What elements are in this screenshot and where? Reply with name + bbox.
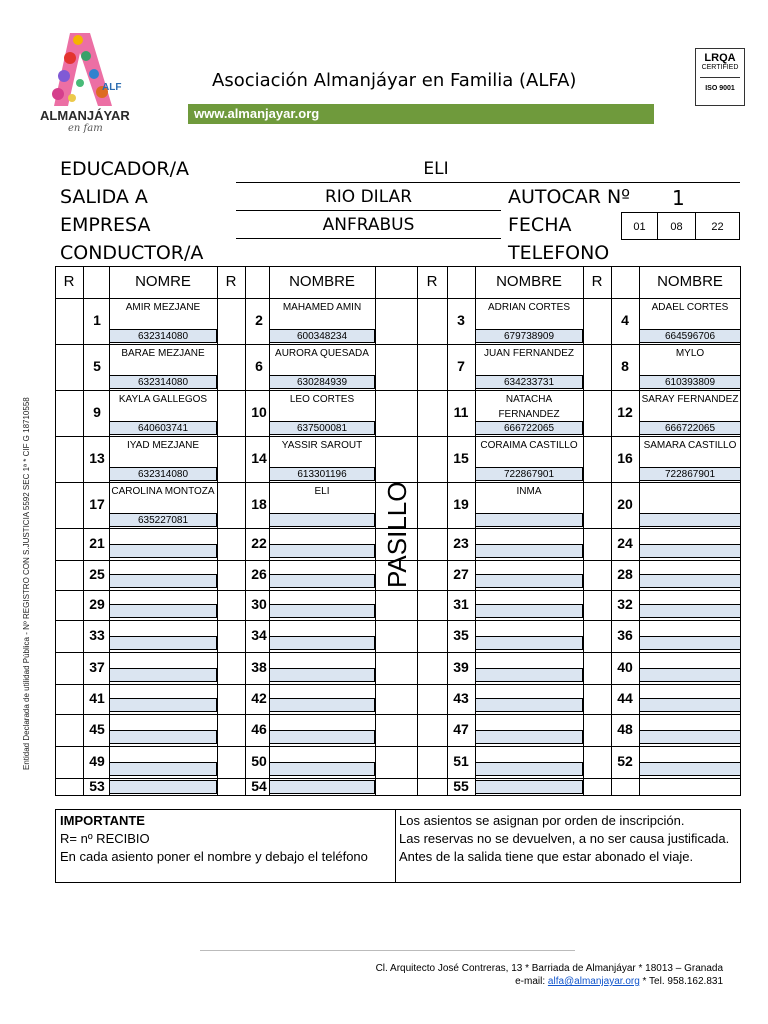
logo-text: ALMANJÁYAR	[40, 108, 130, 123]
seat-phone[interactable]: 666722065	[639, 421, 741, 435]
fecha-label: FECHA	[508, 214, 572, 236]
aisle-label: PASILLO	[382, 481, 412, 588]
grid-row-line	[55, 390, 741, 391]
seat-name[interactable]: ADRIAN CORTES	[487, 302, 571, 313]
notes-right	[399, 812, 735, 866]
seat-phone[interactable]: 635227081	[109, 513, 217, 527]
seat-phone[interactable]	[639, 762, 741, 776]
svg-text:ALF: ALF	[102, 82, 122, 93]
seat-phone[interactable]: 610393809	[639, 375, 741, 389]
notes-title: IMPORTANTE	[60, 813, 145, 828]
fecha-month: 08	[657, 212, 696, 240]
educador-underline	[236, 182, 740, 183]
seat-phone[interactable]	[269, 730, 375, 744]
seat-name[interactable]: SAMARA CASTILLO	[643, 440, 737, 451]
seat-phone[interactable]	[639, 604, 741, 618]
seat-name[interactable]: YASSIR SAROUT	[281, 440, 363, 451]
header-name-3: NOMBRE	[496, 273, 562, 290]
footer	[300, 962, 723, 988]
seat-number: 27	[453, 566, 469, 582]
header-name-4: NOMBRE	[657, 273, 723, 290]
seat-phone[interactable]: 613301196	[269, 467, 375, 481]
seat-number: 52	[617, 753, 633, 769]
seat-phone[interactable]: 666722065	[475, 421, 583, 435]
grid-row-line	[55, 714, 741, 715]
header-name-1: NOMRE	[135, 273, 191, 290]
notes-right-line: Los asientos se asignan por orden de inscripción.	[399, 813, 685, 828]
grid-col-line	[417, 266, 418, 796]
lrqa-certification-badge	[695, 48, 745, 106]
seat-number: 54	[251, 778, 267, 794]
seat-number: 1	[93, 312, 101, 328]
seat-phone[interactable]: 632314080	[109, 467, 217, 481]
cert-line-2: CERTIFIED	[701, 64, 739, 71]
seat-phone[interactable]	[269, 668, 375, 682]
seat-name[interactable]: JUAN FERNANDEZ	[483, 348, 574, 359]
notes-divider	[395, 810, 396, 882]
seat-number: 9	[93, 404, 101, 420]
grid-col-line	[447, 266, 448, 796]
footer-tel: * Tel. 958.162.831	[639, 976, 723, 987]
grid-col-line	[269, 266, 270, 796]
seat-phone[interactable]: 630284939	[269, 375, 375, 389]
seat-phone[interactable]: 632314080	[109, 375, 217, 389]
seat-phone[interactable]: 722867901	[475, 467, 583, 481]
notes-left-line: En cada asiento poner el nombre y debajo el teléfono	[60, 849, 368, 864]
seat-name[interactable]: IYAD MEZJANE	[126, 440, 200, 451]
org-title: Asociación Almanjáyar en Familia (ALFA)	[212, 70, 577, 91]
salida-label: SALIDA A	[60, 186, 148, 208]
seat-number: 40	[617, 659, 633, 675]
seat-phone[interactable]	[269, 574, 375, 588]
seat-phone[interactable]	[269, 780, 375, 794]
seat-number: 21	[89, 535, 105, 551]
seat-name[interactable]: ELI	[314, 486, 330, 497]
seat-name[interactable]: SARAY FERNANDEZ	[641, 394, 739, 405]
educador-value: ELI	[423, 159, 449, 179]
seat-name[interactable]: MAHAMED AMIN	[282, 302, 362, 313]
seat-number: 19	[453, 496, 469, 512]
fecha-year: 22	[695, 212, 740, 240]
seat-number: 35	[453, 627, 469, 643]
seat-phone[interactable]	[475, 698, 583, 712]
seat-number: 17	[89, 496, 105, 512]
seat-number: 33	[89, 627, 105, 643]
salida-value: RIO DILAR	[324, 187, 413, 207]
seat-phone[interactable]: 600348234	[269, 329, 375, 343]
seat-phone[interactable]: 679738909	[475, 329, 583, 343]
seat-phone[interactable]	[639, 544, 741, 558]
grid-col-line	[639, 266, 640, 796]
seat-number: 13	[89, 450, 105, 466]
seat-number: 44	[617, 690, 633, 706]
seat-phone[interactable]	[269, 698, 375, 712]
seat-name[interactable]: BARAE MEZJANE	[121, 348, 205, 359]
seat-number: 55	[453, 778, 469, 794]
seat-phone[interactable]	[639, 513, 741, 527]
empresa-underline	[236, 238, 501, 239]
seat-number: 45	[89, 721, 105, 737]
seat-phone[interactable]	[475, 762, 583, 776]
grid-row-line	[55, 344, 741, 345]
seat-number: 42	[251, 690, 267, 706]
seat-number: 10	[251, 404, 267, 420]
grid-row-line	[55, 590, 741, 591]
seat-number: 41	[89, 690, 105, 706]
seat-name[interactable]: AURORA QUESADA	[275, 348, 369, 359]
seat-phone[interactable]	[269, 604, 375, 618]
seat-number: 11	[453, 404, 469, 420]
seat-name[interactable]: MYLO	[675, 348, 705, 359]
grid-col-line	[109, 266, 110, 796]
seat-number: 32	[617, 596, 633, 612]
seat-phone[interactable]	[475, 730, 583, 744]
empresa-label: EMPRESA	[60, 214, 151, 236]
seat-number: 38	[251, 659, 267, 675]
seat-number: 24	[617, 535, 633, 551]
seat-phone[interactable]	[639, 668, 741, 682]
footer-email-link[interactable]: alfa@almanjayar.org	[547, 976, 640, 987]
seat-name[interactable]: NATACHA FERNANDEZ	[498, 394, 560, 420]
seat-name[interactable]: CORAIMA CASTILLO	[480, 440, 578, 451]
autocar-label: AUTOCAR Nº	[508, 186, 631, 208]
seat-phone[interactable]	[109, 636, 217, 650]
notes-left	[60, 812, 392, 866]
seat-number: 22	[251, 535, 267, 551]
grid-col-line	[475, 266, 476, 796]
seat-number: 34	[251, 627, 267, 643]
seat-phone[interactable]	[109, 762, 217, 776]
seat-number: 29	[89, 596, 105, 612]
grid-row-line	[55, 746, 741, 747]
seat-number: 7	[457, 358, 465, 374]
grid-row-line	[55, 560, 741, 561]
salida-underline	[236, 210, 501, 211]
seat-number: 14	[251, 450, 267, 466]
seat-number: 50	[251, 753, 267, 769]
notes-left-line: R= nº RECIBIO	[60, 831, 150, 846]
footer-divider	[200, 950, 575, 951]
header-name-2: NOMBRE	[289, 273, 355, 290]
grid-row-line	[55, 620, 741, 621]
header-r-1: R	[63, 273, 75, 290]
seat-number: 6	[255, 358, 263, 374]
grid-row-line	[55, 436, 741, 437]
seat-phone[interactable]	[109, 698, 217, 712]
seat-number: 49	[89, 753, 105, 769]
seat-name[interactable]: CAROLINA MONTOZA	[111, 486, 215, 497]
footer-email-prefix: e-mail:	[515, 976, 548, 987]
seat-number: 8	[621, 358, 629, 374]
seat-name[interactable]: ADAEL CORTES	[651, 302, 729, 313]
notes-box	[55, 809, 741, 883]
empresa-value: ANFRABUS	[322, 215, 415, 235]
seat-phone[interactable]	[109, 780, 217, 794]
seat-number: 16	[617, 450, 633, 466]
seat-number: 46	[251, 721, 267, 737]
seat-number: 48	[617, 721, 633, 737]
seat-phone[interactable]: 664596706	[639, 329, 741, 343]
seat-phone[interactable]: 637500081	[269, 421, 375, 435]
seat-phone[interactable]	[475, 780, 583, 794]
seat-name[interactable]: INMA	[516, 486, 542, 497]
header-r-2: R	[225, 273, 237, 290]
fecha-day: 01	[621, 212, 658, 240]
grid-col-line	[83, 266, 84, 796]
seat-phone[interactable]	[639, 730, 741, 744]
side-registration-text: Entidad Declarada de utilidad Pública - Nº REGISTRO CON S.JUSTICIA 5592 SEC 1ª * CIF G 18710558	[22, 397, 31, 770]
seat-phone[interactable]	[269, 762, 375, 776]
cert-line-1: LRQA	[704, 52, 736, 64]
seat-number: 28	[617, 566, 633, 582]
seat-number: 12	[617, 404, 633, 420]
seat-phone[interactable]	[639, 574, 741, 588]
grid-row-line	[55, 778, 741, 779]
notes-right-line: Las reservas no se devuelven, a no ser causa justificada.	[399, 831, 730, 846]
seat-number: 39	[453, 659, 469, 675]
telefono-label: TELEFONO	[508, 242, 610, 264]
grid-row-line	[55, 652, 741, 653]
seat-name[interactable]: KAYLA GALLEGOS	[118, 394, 208, 405]
seat-phone[interactable]	[639, 636, 741, 650]
seat-phone[interactable]: 632314080	[109, 329, 217, 343]
seat-number: 53	[89, 778, 105, 794]
footer-address: Cl. Arquitecto José Contreras, 13 * Barriada de Almanjáyar * 18013 – Granada	[375, 963, 723, 974]
header-r-3: R	[426, 273, 438, 290]
seat-number: 43	[453, 690, 469, 706]
seat-phone[interactable]	[109, 574, 217, 588]
seat-phone[interactable]	[269, 636, 375, 650]
seat-number: 51	[453, 753, 469, 769]
seat-phone[interactable]	[109, 604, 217, 618]
logo-sub: en fam	[68, 123, 103, 134]
seat-number: 15	[453, 450, 469, 466]
grid-col-line	[583, 266, 584, 796]
seat-number: 36	[617, 627, 633, 643]
seat-phone[interactable]	[269, 513, 375, 527]
seat-number: 37	[89, 659, 105, 675]
grid-col-line	[611, 266, 612, 796]
seat-number: 4	[621, 312, 629, 328]
seat-phone[interactable]: 634233731	[475, 375, 583, 389]
seat-number: 30	[251, 596, 267, 612]
grid-row-line	[55, 684, 741, 685]
seat-phone[interactable]	[109, 544, 217, 558]
seat-phone[interactable]	[475, 574, 583, 588]
seat-number: 18	[251, 496, 267, 512]
seat-name[interactable]: AMIR MEZJANE	[125, 302, 201, 313]
grid-row-line	[55, 528, 741, 529]
seat-number: 31	[453, 596, 469, 612]
seat-number: 3	[457, 312, 465, 328]
seat-phone[interactable]	[475, 544, 583, 558]
seat-grid	[55, 266, 741, 796]
seat-phone[interactable]	[109, 730, 217, 744]
cert-line-3: ISO 9001	[700, 77, 740, 94]
grid-col-line	[217, 266, 218, 796]
grid-row-line	[55, 298, 741, 299]
seat-phone[interactable]: 722867901	[639, 467, 741, 481]
grid-col-line	[245, 266, 246, 796]
seat-number: 25	[89, 566, 105, 582]
notes-right-line: Antes de la salida tiene que estar abonado el viaje.	[399, 849, 694, 864]
seat-phone[interactable]	[639, 698, 741, 712]
seat-number: 2	[255, 312, 263, 328]
seat-phone[interactable]	[109, 668, 217, 682]
grid-row-line	[55, 482, 741, 483]
header-r-4: R	[591, 273, 603, 290]
seat-number: 5	[93, 358, 101, 374]
seat-phone[interactable]: 640603741	[109, 421, 217, 435]
seat-phone[interactable]	[475, 668, 583, 682]
seat-phone[interactable]	[475, 513, 583, 527]
educador-label: EDUCADOR/A	[60, 158, 189, 180]
seat-phone[interactable]	[475, 604, 583, 618]
website-link[interactable]: www.almanjayar.org	[188, 104, 654, 124]
seat-number: 20	[617, 496, 633, 512]
seat-number: 23	[453, 535, 469, 551]
alfa-logo	[40, 28, 140, 138]
conductor-label: CONDUCTOR/A	[60, 242, 204, 264]
seat-phone[interactable]	[269, 544, 375, 558]
seat-number: 47	[453, 721, 469, 737]
autocar-value: 1	[672, 186, 685, 210]
seat-phone[interactable]	[475, 636, 583, 650]
seat-number: 26	[251, 566, 267, 582]
seat-name[interactable]: LEO CORTES	[289, 394, 355, 405]
